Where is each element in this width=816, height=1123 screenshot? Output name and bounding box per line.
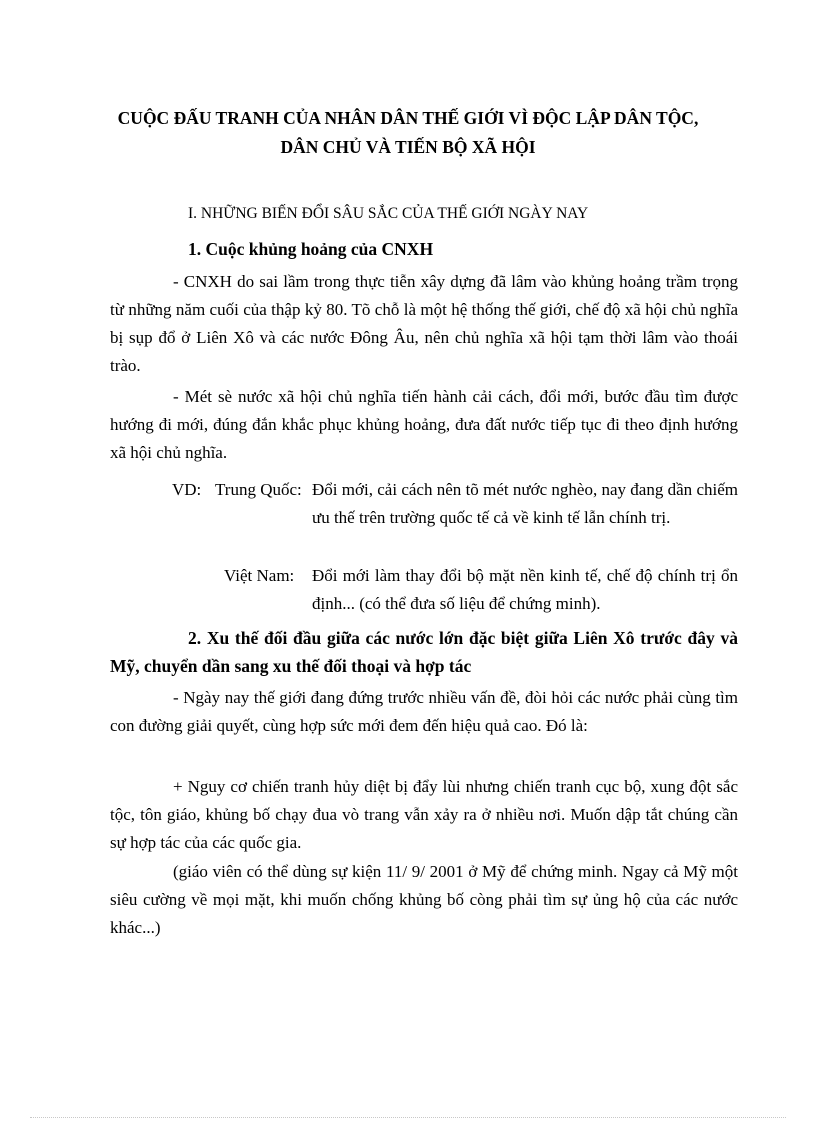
document-title: CUỘC ĐẤU TRANH CỦA NHÂN DÂN THẾ GIỚI VÌ ĐỘC LẬP DÂN TỘC, DÂN CHỦ VÀ TIẾN BỘ XÃ HỘI: [117, 108, 699, 157]
paragraph-5: (giáo viên có thể dùng sự kiện 11/ 9/ 2001 ở Mỹ để chứng minh. Ngay cả Mỹ một siêu cường về mọi mặt, khi muốn chống khủng bố còng phải tìm sự ủng hộ của các nước khác...): [110, 862, 738, 937]
subheading-2: 2. Xu thế đối đầu giữa các nước lớn đặc biệt giữa Liên Xô trước đây và Mỹ, chuyển dần sang xu thế đối thoại và hợp tác: [110, 628, 738, 676]
paragraph-2: - Mét sè nước xã hội chủ nghĩa tiến hành cải cách, đổi mới, bước đầu tìm được hướng đi mới, đúng đắn khắc phục khủng hoảng, đưa đất nước tiếp tục đi theo định hướng xã hội chủ nghĩa.: [110, 387, 738, 462]
paragraph-3: - Ngày nay thế giới đang đứng trước nhiều vấn đề, đòi hỏi các nước phải cùng tìm con đường giải quyết, cùng hợp sức mới đem đến hiệu quả cao. Đó là:: [110, 688, 738, 735]
example-1-country: Trung Quốc:: [215, 480, 302, 499]
paragraph-1: - CNXH do sai lầm trong thực tiễn xây dựng đã lâm vào khủng hoảng trầm trọng từ những năm cuối của thập kỷ 80. Tõ chỗ là một hệ thống thế giới, chế độ xã hội chủ nghĩa bị sụp đổ ở Liên Xô và các nước Đông Âu, nên chủ nghĩa xã hội tạm thời lâm vào thoái trào.: [110, 272, 738, 375]
section-heading: I. NHỮNG BIẾN ĐỔI SÂU SẮC CỦA THẾ GIỚI NGÀY NAY: [188, 205, 589, 222]
example-label: VD:: [172, 480, 202, 499]
subheading-1: 1. Cuộc khủng hoảng của CNXH: [188, 239, 434, 259]
example-2-country: Việt Nam:: [224, 566, 295, 585]
example-1-text: Đổi mới, cải cách nên tõ mét nước nghèo, nay đang dần chiếm ưu thế trên trường quốc tế cả về kinh tế lẫn chính trị.: [312, 480, 738, 527]
paragraph-4: + Nguy cơ chiến tranh hủy diệt bị đẩy lùi nhưng chiến tranh cục bộ, xung đột sắc tộc, tôn giáo, khủng bố chạy đua vò trang vẫn xảy ra ở nhiều nơi. Muốn dập tắt chúng cần sự hợp tác của các quốc gia.: [110, 777, 738, 852]
example-2-text: Đổi mới làm thay đổi bộ mặt nền kinh tế, chế độ chính trị ổn định... (có thể đưa số liệu để chứng minh).: [312, 566, 738, 613]
page-bottom-divider: [30, 1117, 786, 1118]
